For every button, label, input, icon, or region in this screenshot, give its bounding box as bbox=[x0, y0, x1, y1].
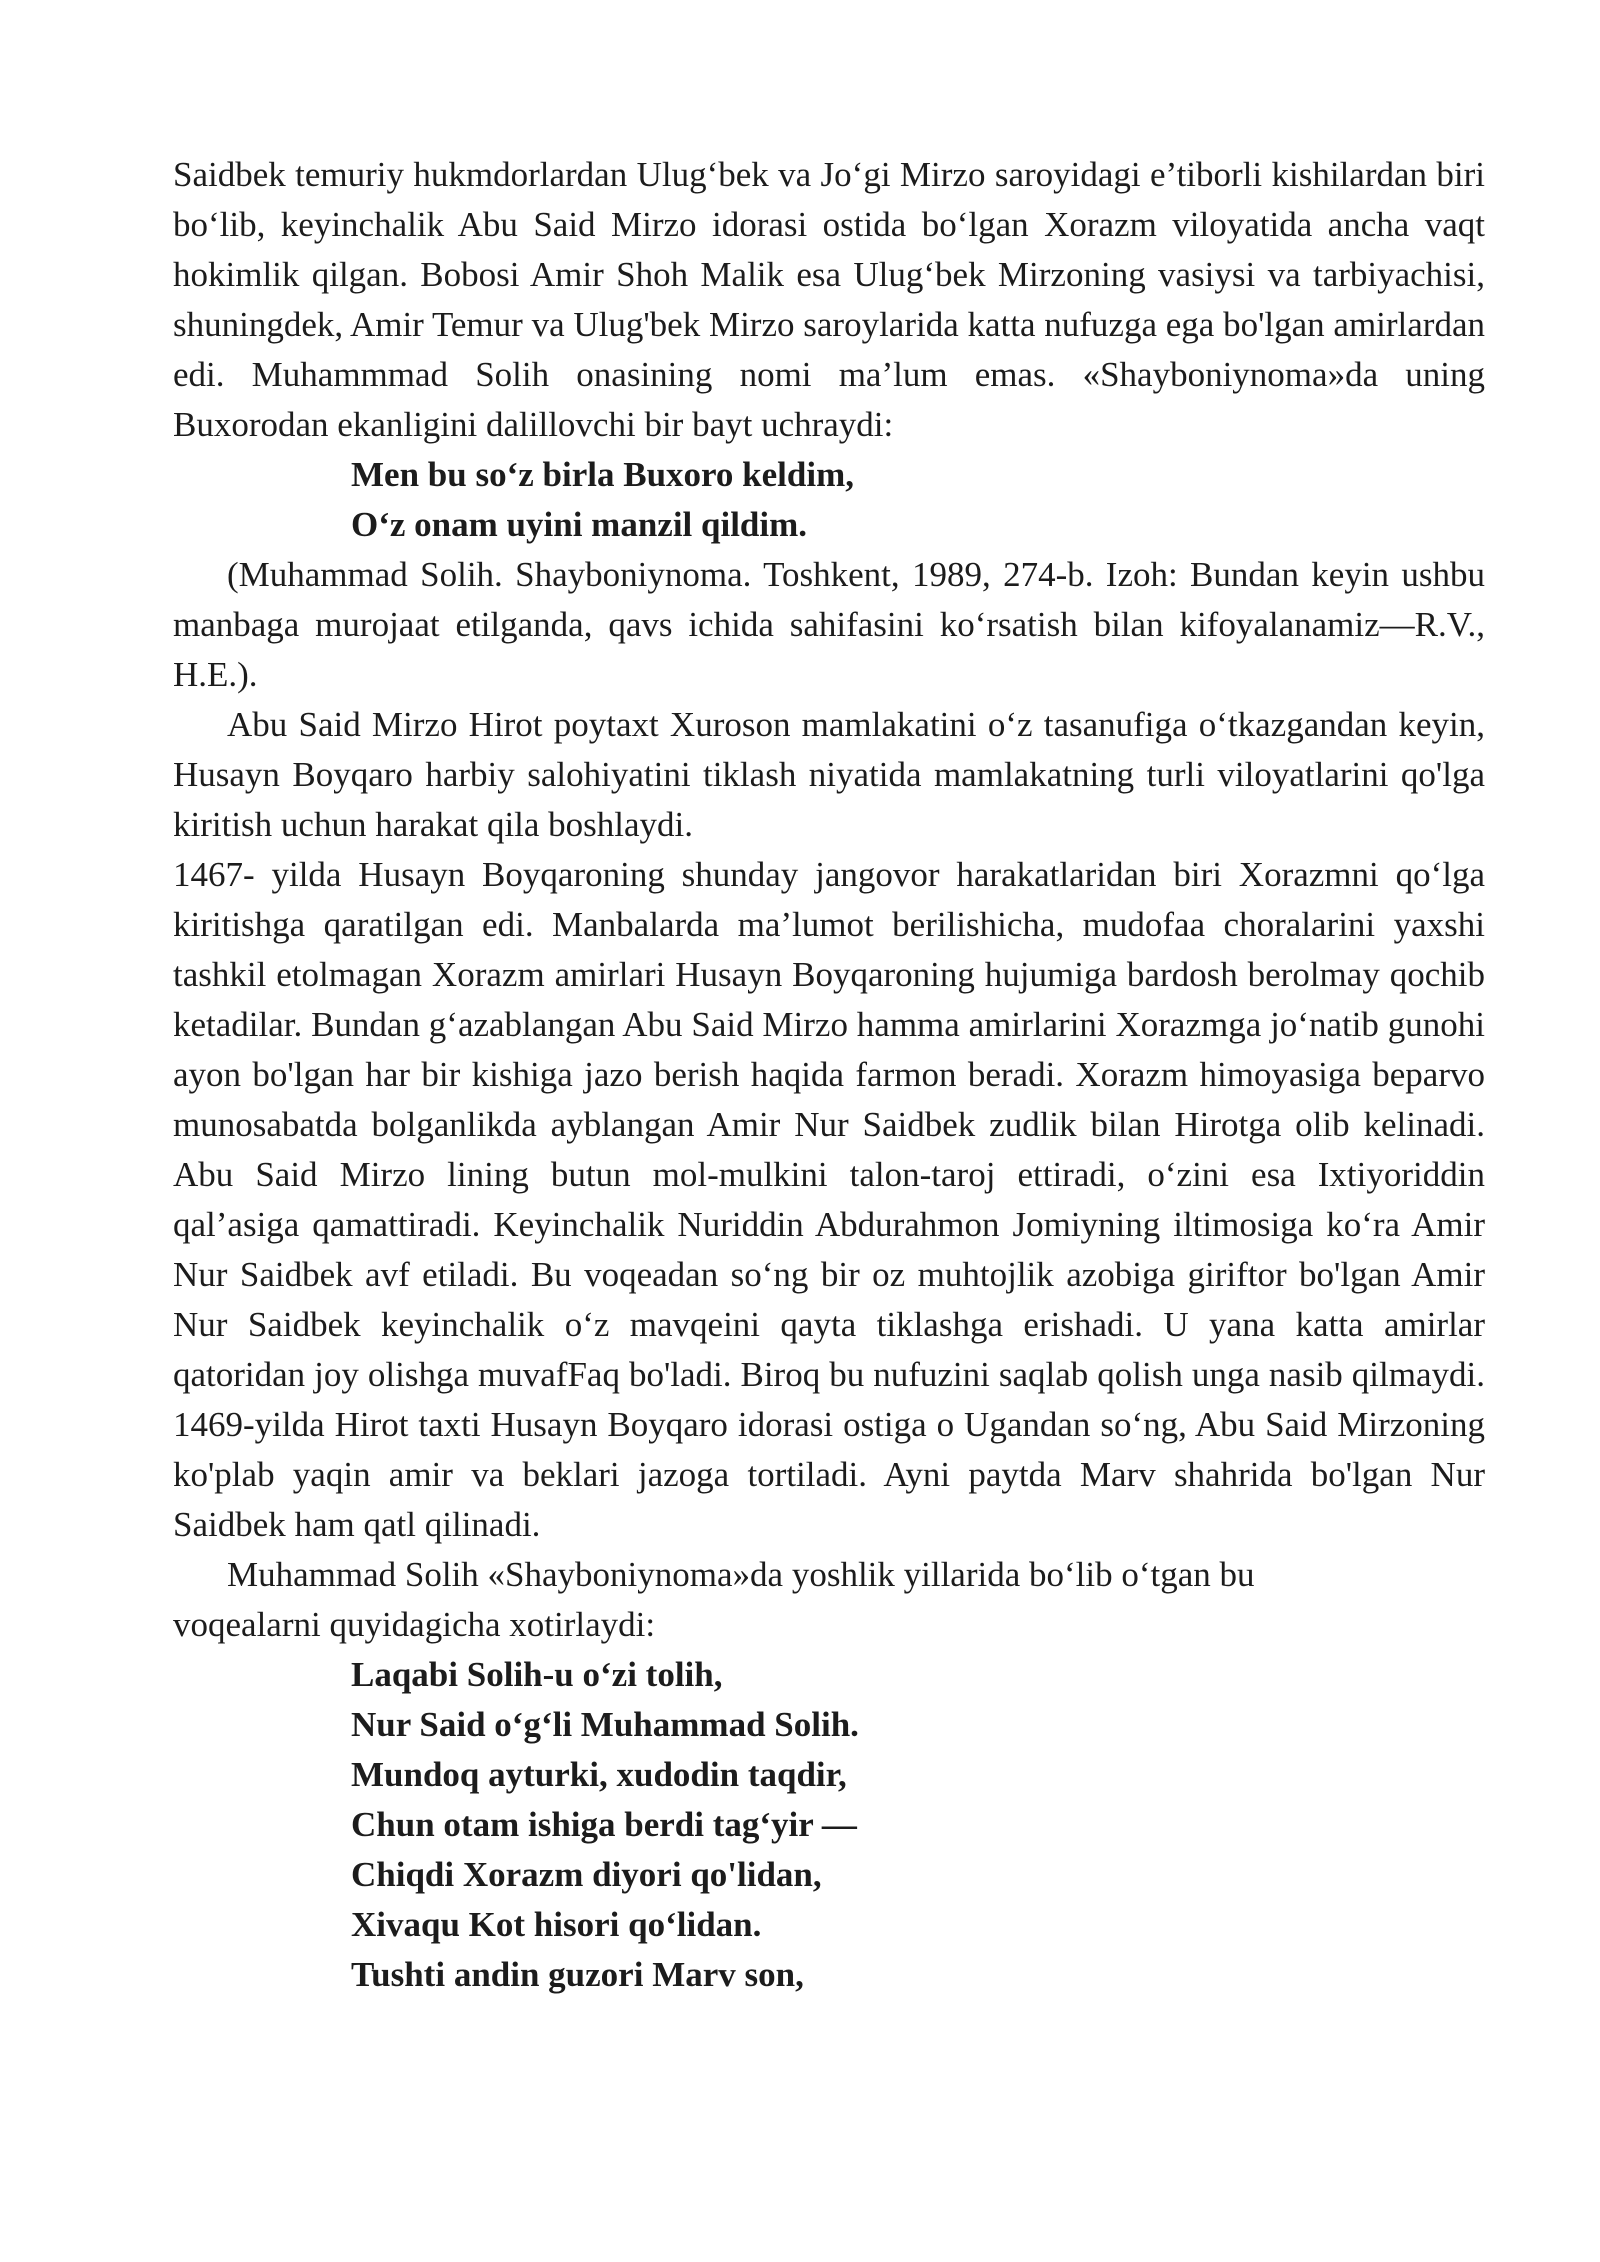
verse-line: O‘z onam uyini manzil qildim. bbox=[351, 505, 808, 544]
verse-line: Mundoq ayturki, xudodin taqdir, bbox=[351, 1755, 847, 1794]
paragraph-citation: (Muhammad Solih. Shayboniynoma. Toshkent, 1989, 274-b. Izoh: Bundan keyin ushbu manbaga murojaat etilganda, qavs ichida sahifasini ko‘rsatish bilan kifoyalanamiz—R.V., H.E.). bbox=[173, 555, 1485, 694]
verse-block-shayboniynoma bbox=[173, 1650, 1485, 2000]
verse-line: Chun otam ishiga berdi tag‘yir — bbox=[351, 1805, 857, 1844]
verse-line: Xivaqu Kot hisori qo‘lidan. bbox=[351, 1905, 762, 1944]
verse-line: Chiqdi Xorazm diyori qo'lidan, bbox=[351, 1855, 822, 1894]
paragraph-1467: 1467- yilda Husayn Boyqaroning shunday jangovor harakatlaridan biri Xorazmni qo‘lga kiritishga qaratilgan edi. Manbalarda ma’lumot berilishicha, mudofaa choralarini yaxshi tashkil etolmagan Xorazm amirlari Husayn Boyqaroning hujumiga bardosh berolmay qochib ketadilar. Bundan g‘azablangan Abu Said Mirzo hamma amirlarini Xorazmga jo‘natib gunohi ayon bo'lgan har bir kishiga jazo berish haqida farmon beradi. Xorazm himoyasiga beparvo munosabatda bolganlikda ayblangan Amir Nur Saidbek zudlik bilan Hirotga olib kelinadi. Abu Said Mirzo lining butun mol-mulkini talon-taroj ettiradi, o‘zini esa Ixtiyoriddin qal’asiga qamattiradi. Keyinchalik Nuriddin Abdurahmon Jomiyning iltimosiga ko‘ra Amir Nur Saidbek avf etiladi. Bu voqeadan so‘ng bir oz muhtojlik azobiga giriftor bo'lgan Amir Nur Saidbek keyinchalik o‘z mavqeini qayta tiklashga erishadi. U yana katta amirlar qatoridan joy olishga muvafFaq bo'ladi. Biroq bu nufuzini saqlab qolish unga nasib qilmaydi. 1469-yilda Hirot taxti Husayn Boyqaro idorasi ostiga o Ugandan so‘ng, Abu Said Mirzoning ko'plab yaqin amir va beklari jazoga tortiladi. Ayni paytda Marv shahrida bo'lgan Nur Saidbek ham qatl qilinadi. bbox=[173, 855, 1485, 1544]
paragraph-recollection-line1: Muhammad Solih «Shayboniynoma»da yoshlik yillarida bo‘lib o‘tgan bu bbox=[227, 1555, 1255, 1594]
verse-line: Tushti andin guzori Marv son, bbox=[351, 1955, 804, 1994]
paragraph-recollection-line2: voqealarni quyidagicha xotirlaydi: bbox=[173, 1605, 656, 1644]
paragraph-intro: Saidbek temuriy hukmdorlardan Ulug‘bek va Jo‘gi Mirzo saroyidagi e’tiborli kishilardan biri bo‘lib, keyinchalik Abu Said Mirzo idorasi ostida bo‘lgan Xorazm viloyatida ancha vaqt hokimlik qilgan. Bobosi Amir Shoh Malik esa Ulug‘bek Mirzoning vasiysi va tarbiyachisi, shuningdek, Amir Temur va Ulug'bek Mirzo saroylarida katta nufuzga ega bo'lgan amirlardan edi. Muhammmad Solih onasining nomi ma’lum emas. «Shayboniynoma»da uning Buxorodan ekanligini dalillovchi bir bayt uchraydi: bbox=[173, 155, 1485, 444]
document-page bbox=[173, 150, 1485, 2000]
verse-line: Nur Said o‘g‘li Muhammad Solih. bbox=[351, 1705, 859, 1744]
paragraph-abu-said: Abu Said Mirzo Hirot poytaxt Xuroson mamlakatini o‘z tasanufiga o‘tkazgandan keyin, Husayn Boyqaro harbiy salohiyatini tiklash niyatida mamlakatning turli viloyatlarini qo'lga kiritish uchun harakat qila boshlaydi. bbox=[173, 705, 1485, 844]
verse-block-buxoro bbox=[173, 450, 1485, 550]
verse-line: Men bu so‘z birla Buxoro keldim, bbox=[351, 455, 855, 494]
verse-line: Laqabi Solih-u o‘zi tolih, bbox=[351, 1655, 723, 1694]
